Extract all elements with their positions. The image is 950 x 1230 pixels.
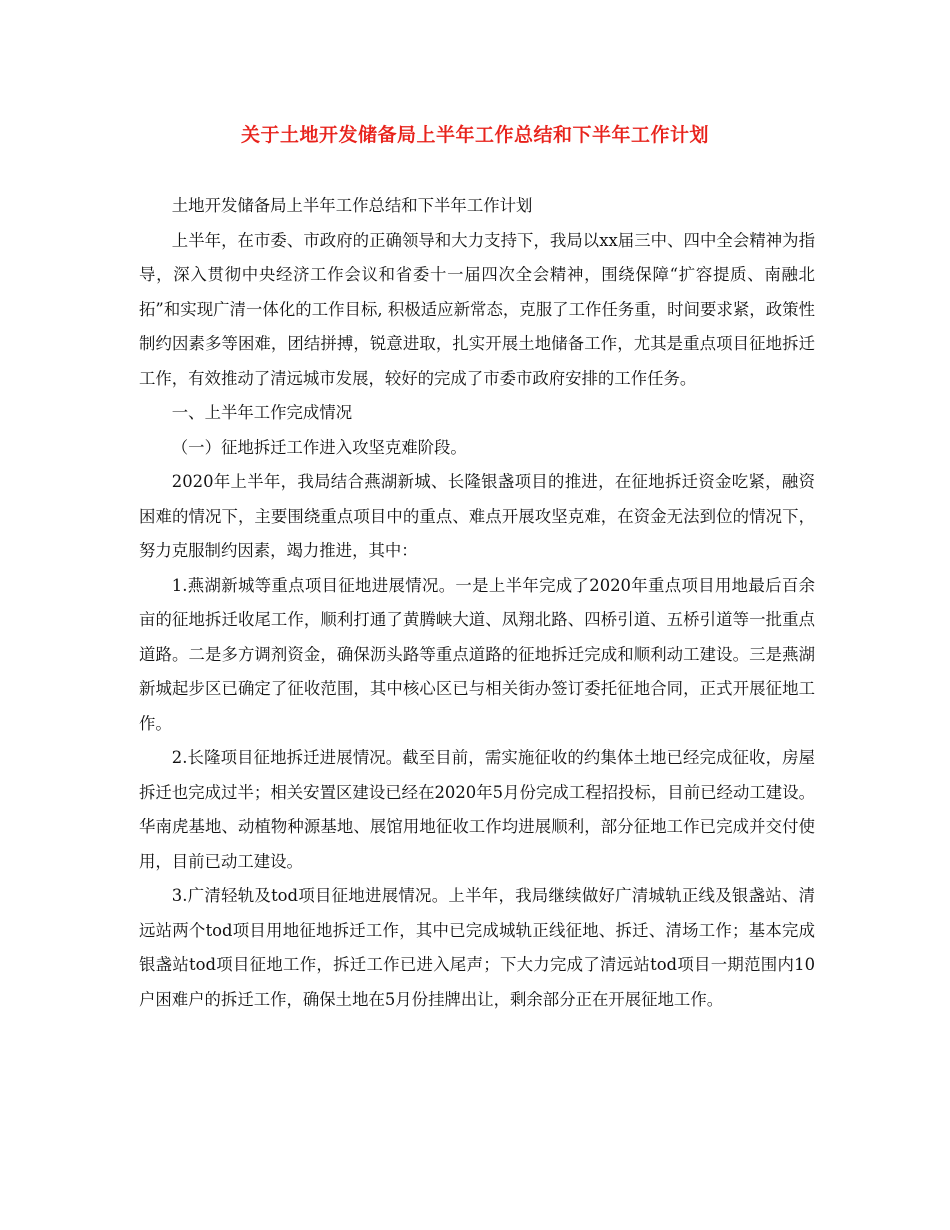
paragraph-intro: 上半年，在市委、市政府的正确领导和大力支持下，我局以xx届三中、四中全会精神为指导，深入贯彻中央经济工作会议和省委十一届四次全会精神，围绕保障“扩容提质、南融北拓”和实现广清一体化的工作目标, 积极适应新常态，克服了工作任务重，时间要求紧，政策性制约因素多等困难，团结拼搏，锐意进取，扎实开展土地储备工作，尤其是重点项目征地拆迁工作，有效推动了清远城市发展，较好的完成了市委市政府安排的工作任务。: [139, 230, 815, 388]
paragraph-item-2: 2.长隆项目征地拆迁进展情况。截至目前，需实施征收的约集体土地已经完成征收，房屋拆迁也完成过半；相关安置区建设已经在2020年5月份完成工程招投标，目前已经动工建设。华南虎基地、动植物种源基地、展馆用地征收工作均进展顺利，部分征地工作已完成并交付使用，目前已动工建设。: [139, 748, 815, 871]
section-heading: 一、上半年工作完成情况: [171, 403, 353, 422]
document-title: 关于土地开发储备局上半年工作总结和下半年工作计划: [240, 124, 709, 146]
paragraph-subtitle: 土地开发储备局上半年工作总结和下半年工作计划: [171, 196, 533, 215]
paragraph-overview: 2020年上半年，我局结合燕湖新城、长隆银盏项目的推进，在征地拆迁资金吃紧，融资困难的情况下，主要围绕重点项目中的重点、难点开展攻坚克难，在资金无法到位的情况下，努力克服制约因素，竭力推进，其中：: [139, 472, 815, 560]
paragraph-item-3: 3.广清轻轨及tod项目征地进展情况。上半年，我局继续做好广清城轨正线及银盏站、清远站两个tod项目用地征地拆迁工作，其中已完成城轨正线征地、拆迁、清场工作；基本完成银盏站tod项目征地工作，拆迁工作已进入尾声；下大力完成了清远站tod项目一期范围内10户困难户的拆迁工作，确保土地在5月份挂牌出让，剩余部分正在开展征地工作。: [139, 886, 815, 1009]
subsection-heading: （一）征地拆迁工作进入攻坚克难阶段。: [171, 437, 467, 457]
paragraph-item-1: 1.燕湖新城等重点项目征地进展情况。一是上半年完成了2020年重点项目用地最后百余亩的征地拆迁收尾工作，顺利打通了黄腾峡大道、凤翔北路、四桥引道、五桥引道等一批重点道路。二是多方调剂资金，确保沥头路等重点道路的征地拆迁完成和顺利动工建设。三是燕湖新城起步区已确定了征收范围，其中核心区已与相关街办签订委托征地合同，正式开展征地工作。: [139, 575, 815, 733]
document-body: [139, 189, 815, 1017]
